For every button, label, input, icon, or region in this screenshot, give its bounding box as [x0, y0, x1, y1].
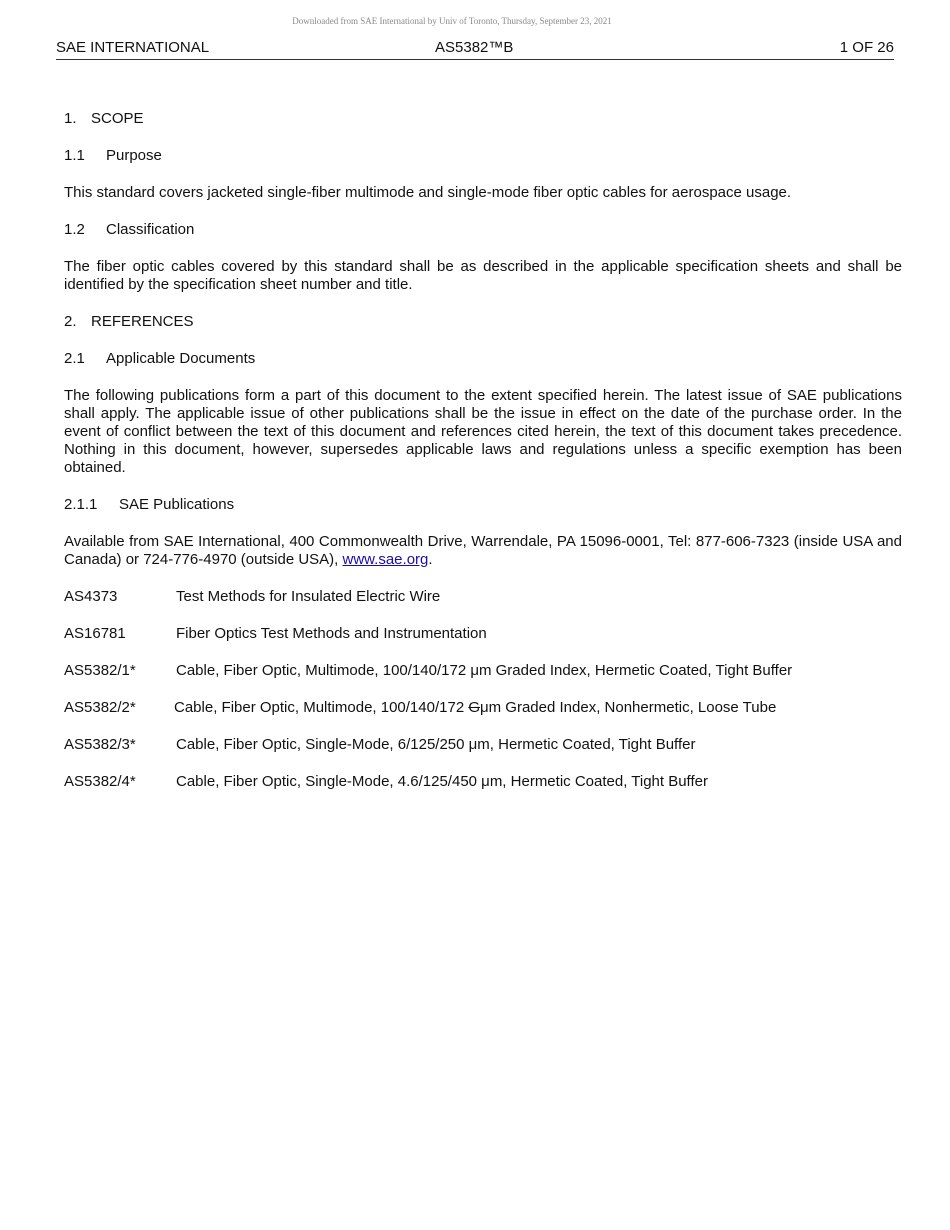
section-number: 2.1.1 — [64, 496, 98, 513]
section-2-heading — [64, 313, 902, 331]
reference-title: Test Methods for Insulated Electric Wire — [176, 588, 441, 605]
reference-row — [64, 699, 902, 717]
reference-row — [64, 625, 902, 643]
section-title: Classification — [106, 221, 195, 238]
reference-title: Cable, Fiber Optic, Multimode, 100/140/172 μm Graded Index, Hermetic Coated, Tight Buffer — [176, 662, 793, 679]
section-number: 1.1 — [64, 147, 85, 164]
reference-row — [64, 588, 902, 606]
reference-title: Fiber Optics Test Methods and Instrumentation — [176, 625, 487, 642]
page-header — [56, 38, 894, 60]
header-document-number: AS5382™B — [435, 39, 514, 56]
reference-title-part: μm Graded Index, Nonhermetic, Loose Tube — [480, 699, 777, 716]
section-number: 2.1 — [64, 350, 85, 367]
section-1-2-heading — [64, 221, 902, 239]
section-title: Purpose — [106, 147, 162, 164]
reference-code: AS5382/2* — [64, 699, 136, 716]
section-title: Applicable Documents — [106, 350, 256, 367]
reference-row — [64, 736, 902, 754]
reference-code: AS5382/3* — [64, 736, 136, 753]
section-title: SAE Publications — [119, 496, 235, 513]
reference-row — [64, 773, 902, 791]
section-1-1-heading — [64, 147, 902, 165]
applicable-documents-paragraph: The following publications form a part of this document to the extent specified herein. The latest issue of SAE publications shall apply. The applicable issue of other publications shall be the issue in effect on the date of the purchase order. In the event of conflict between the text of this document and references cited herein, the text of this document takes precedence. Nothing in this document, however, supersedes applicable laws and regulations unless a specific exemption has been obtained. — [64, 387, 902, 476]
sae-website-link[interactable]: www.sae.org — [342, 551, 429, 568]
header-page-number: 1 OF 26 — [839, 39, 894, 56]
section-title: SCOPE — [91, 110, 144, 127]
section-number: 2. — [64, 313, 77, 330]
reference-code: AS5382/4* — [64, 773, 136, 790]
section-number: 1. — [64, 110, 77, 127]
section-title: REFERENCES — [91, 313, 194, 330]
reference-title — [174, 699, 776, 717]
section-1-heading — [64, 110, 902, 128]
document-body — [64, 110, 902, 810]
reference-title: Cable, Fiber Optic, Single-Mode, 4.6/125/450 μm, Hermetic Coated, Tight Buffer — [176, 773, 708, 790]
download-watermark: Downloaded from SAE International by Univ of Toronto, Thursday, September 23, 2021 — [292, 16, 612, 26]
header-organization: SAE INTERNATIONAL — [56, 39, 210, 56]
reference-code: AS5382/1* — [64, 662, 136, 679]
reference-row — [64, 662, 902, 680]
availability-text-end: . — [428, 551, 433, 568]
section-number: 1.2 — [64, 221, 85, 238]
struck-character: G — [468, 699, 480, 716]
purpose-paragraph: This standard covers jacketed single-fiber multimode and single-mode fiber optic cables for aerospace usage. — [64, 184, 792, 201]
reference-code: AS4373 — [64, 588, 118, 605]
reference-code: AS16781 — [64, 625, 126, 642]
availability-text: Available from SAE International, 400 Commonwealth Drive, Warrendale, PA 15096-0001, Tel: 877-606-7323 (inside USA and Canada) or 724-776-4970 (outside USA), — [64, 533, 902, 568]
reference-title-part: Cable, Fiber Optic, Multimode, 100/140/172 — [174, 699, 469, 716]
section-2-1-heading — [64, 350, 902, 368]
classification-paragraph: The fiber optic cables covered by this standard shall be as described in the applicable specification sheets and shall be identified by the specification sheet number and title. — [64, 258, 902, 293]
section-2-1-1-heading — [64, 496, 902, 514]
sae-publications-paragraph — [64, 533, 902, 569]
reference-title: Cable, Fiber Optic, Single-Mode, 6/125/250 μm, Hermetic Coated, Tight Buffer — [176, 736, 696, 753]
